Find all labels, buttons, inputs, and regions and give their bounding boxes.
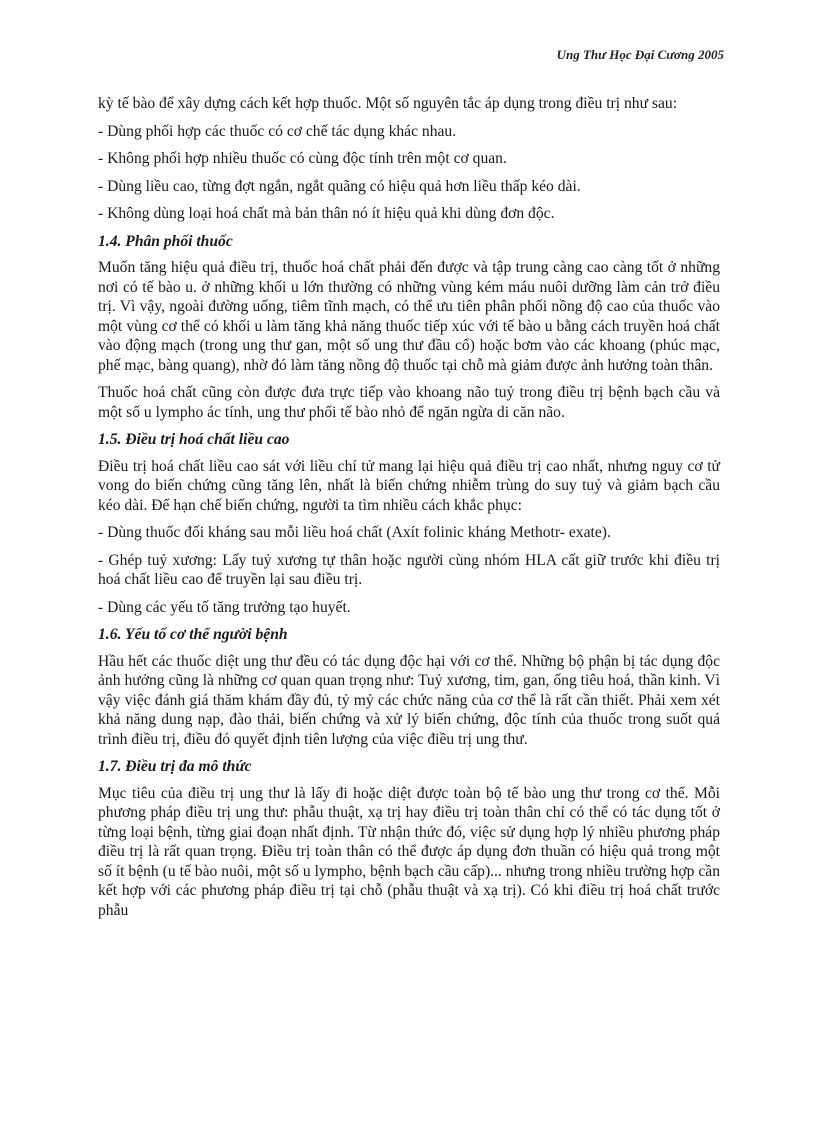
- section-heading: 1.4. Phân phối thuốc: [98, 232, 233, 250]
- list-item: - Dùng các yếu tố tăng trưởng tạo huyết.: [98, 598, 351, 616]
- paragraph: Điều trị hoá chất liều cao sát với liều chí tử mang lại hiệu quả điều trị cao nhất, nhưng nguy cơ tử vong do biến chứng cũng tăng lên, nhất là biến chứng nhiễm trùng do suy tuỷ và giảm bạch cầu kéo dài. Để hạn chế biến chứng, người ta tìm nhiều cách khắc phục:: [98, 457, 720, 514]
- body-text: [98, 94, 720, 928]
- paragraph: kỳ tế bào để xây dựng cách kết hợp thuốc. Một số nguyên tắc áp dụng trong điều trị như sau:: [98, 95, 678, 112]
- list-item: - Dùng liều cao, từng đợt ngắn, ngắt quãng có hiệu quả hơn liều thấp kéo dài.: [98, 177, 581, 195]
- list-item: - Dùng thuốc đối kháng sau mỗi liều hoá chất (Axít folinic kháng Methotr- exate).: [98, 524, 611, 541]
- paragraph: Mục tiêu của điều trị ung thư là lấy đi hoặc diệt được toàn bộ tế bào ung thư trong cơ thể. Mỗi phương pháp điều trị ung thư: phẫu thuật, xạ trị hay điều trị toàn thân chỉ có thể có tác dụng tốt ở từng loại bệnh, từng giai đoạn nhất định. Từ nhận thức đó, việc sử dụng hợp lý nhiều phương pháp điều trị là rất quan trọng. Điều trị toàn thân có thể được áp dụng đơn thuần có hiệu quả trong một số ít bệnh (u tế bào nuôi, một số u lympho, bệnh bạch cầu cấp)... nhưng trong nhiều trường hợp cần kết hợp với các phương pháp điều trị tại chỗ (phẫu thuật và xạ trị). Có khi điều trị hoá chất trước phẫu: [98, 784, 720, 919]
- list-item: - Ghép tuỷ xương: Lấy tuỷ xương tự thân hoặc người cùng nhóm HLA cất giữ trước khi điều trị hoá chất liều cao để truyền lại sau điều trị.: [98, 551, 720, 588]
- paragraph: Hầu hết các thuốc diệt ung thư đều có tác dụng độc hại với cơ thể. Những bộ phận bị tác dụng độc ảnh hưởng cũng là những cơ quan quan trọng như: Tuỷ xương, tim, gan, ống tiêu hoá, thần kinh. Vì vậy việc đánh giá thăm khám đầy đủ, tỷ mỷ các chức năng của cơ thể là rất cần thiết. Phải xem xét khả năng dung nạp, đào thải, biến chứng và xử lý biến chứng, độc tính của thuốc trong suốt quá trình điều trị, điều đó quyết định tiên lượng của việc điều trị ung thư.: [98, 652, 720, 748]
- running-header: Ung Thư Học Đại Cương 2005: [556, 47, 724, 62]
- section-heading: 1.5. Điều trị hoá chất liều cao: [98, 431, 290, 448]
- section-heading: 1.6. Yếu tố cơ thể người bệnh: [98, 626, 288, 643]
- paragraph: Muốn tăng hiệu quả điều trị, thuốc hoá chất phải đến được và tập trung càng cao càng tốt ở những nơi có tế bào u. ở những khối u lớn thường có những vùng kém máu nuôi dưỡng làm cản trở điều trị. Vì vậy, ngoài đường uống, tiêm tĩnh mạch, có thể ưu tiên phân phối nồng độ cao của thuốc vào một vùng cơ thể có khối u làm tăng khả năng thuốc tiếp xúc với tế bào u bằng cách truyền hoá chất vào động mạch (trong ung thư gan, một số ung thư đầu cổ) hoặc bơm vào các khoang (phúc mạc, phế mạc, bàng quang), nhờ đó làm tăng nồng độ thuốc tại chỗ mà giảm được ảnh hưởng toàn thân.: [98, 259, 720, 374]
- list-item: - Không dùng loại hoá chất mà bản thân nó ít hiệu quả khi dùng đơn độc.: [98, 205, 555, 222]
- paragraph: Thuốc hoá chất cũng còn được đưa trực tiếp vào khoang não tuỷ trong điều trị bệnh bạch cầu và một số u lympho ác tính, ung thư phổi tế bào nhỏ để ngăn ngừa di căn não.: [98, 384, 720, 421]
- section-heading: 1.7. Điều trị đa mô thức: [98, 758, 252, 775]
- list-item: - Dùng phối hợp các thuốc có cơ chế tác dụng khác nhau.: [98, 122, 457, 140]
- list-item: - Không phối hợp nhiều thuốc có cùng độc tính trên một cơ quan.: [98, 150, 507, 167]
